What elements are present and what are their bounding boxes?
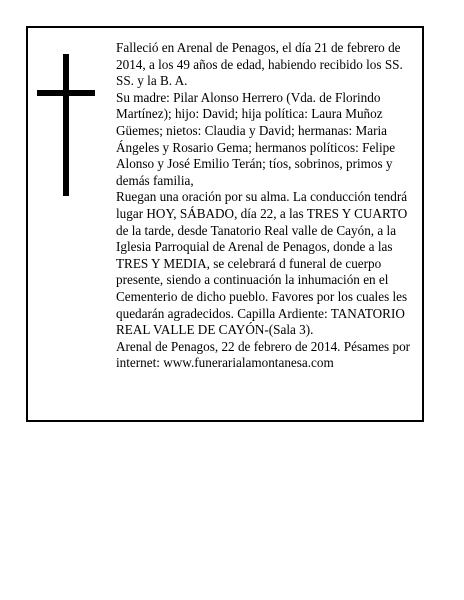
cross-horizontal-bar: [37, 90, 95, 96]
cross-icon: [37, 54, 95, 196]
cross-vertical-bar: [63, 54, 69, 196]
closing-line: Arenal de Penagos, 22 de febrero de 2014. Pésames por internet: www.funerarialamontanesa.com: [116, 338, 411, 371]
obituary-text: [116, 40, 421, 372]
death-announcement: Falleció en Arenal de Penagos, el día 21 de febrero de 2014, a los 49 años de edad, habiendo recibido los SS. SS. y la B. A.: [116, 40, 403, 89]
service-details: Ruegan una oración por su alma. La conducción tendrá lugar HOY, SÁBADO, día 22, a las TRES Y CUARTO de la tarde, desde Tanatorio Real valle de Cayón, a la Iglesia Parroquial de Arenal de Penagos, donde a las TRES Y MEDIA, se celebrará d funeral de cuerpo presente, siendo a continuación la inhumación en el Cementerio de dicho pueblo. Favores por los cuales les quedarán agradecidos. Capilla Ardiente: TANATORIO REAL VALLE DE CAYÓN-(Sala 3).: [116, 189, 408, 338]
family-list: Su madre: Pilar Alonso Herrero (Vda. de Florindo Martínez); hijo: David; hija política: Laura Muñoz Güemes; nietos: Claudia y David; hermanas: Maria Ángeles y Rosario Gema; hermanos políticos: Felipe Alonso y José Emilio Terán; tíos, sobrinos, primos y demás familia,: [116, 89, 396, 188]
